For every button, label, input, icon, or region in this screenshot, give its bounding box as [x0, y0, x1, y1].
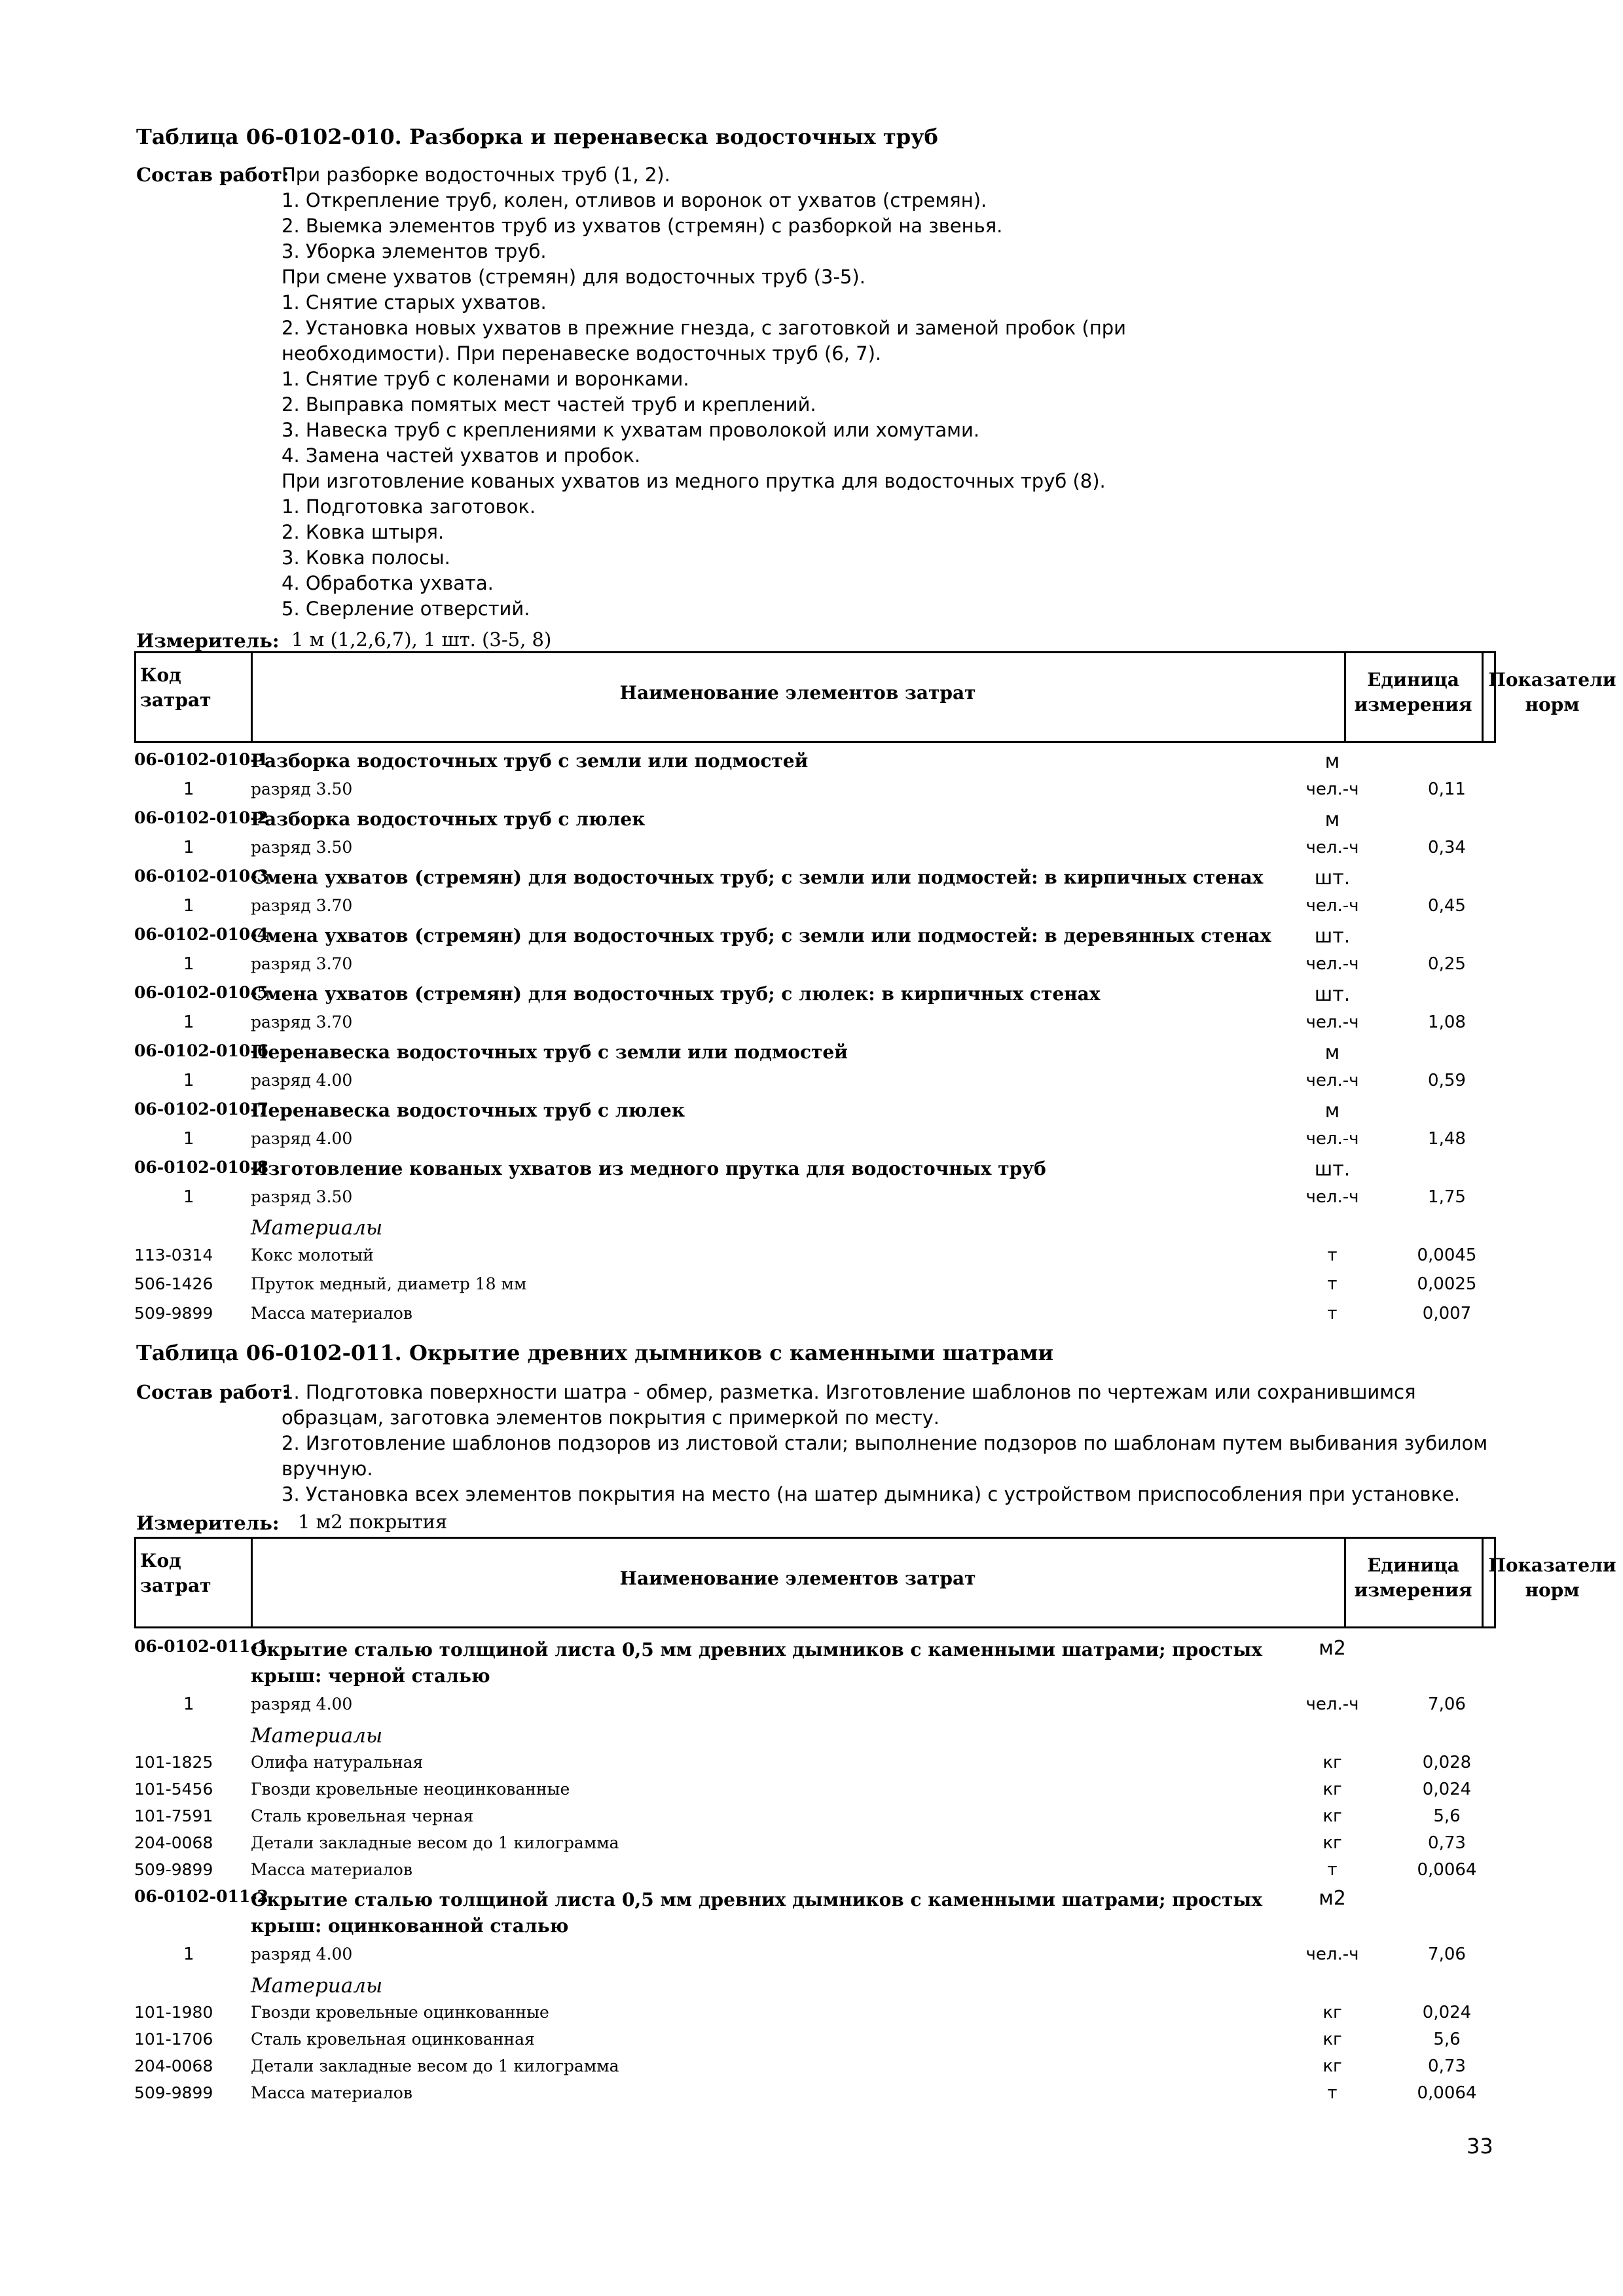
work-line: 1. Открепление труб, колен, отливов и воронок от ухватов (стремян).: [282, 189, 987, 211]
material-code: 509-9899: [134, 1860, 213, 1879]
table-row: [134, 1691, 1496, 1720]
unit-cell: т: [1327, 1860, 1338, 1880]
unit-cell: кг: [1322, 1806, 1342, 1826]
unit-cell: м: [1324, 808, 1340, 831]
work-line: 5. Сверление отверстий.: [282, 598, 530, 620]
unit-cell: чел.-ч: [1305, 1070, 1359, 1090]
norm-code-row: [134, 1633, 1496, 1691]
materials-heading: Материалы: [251, 1973, 383, 1998]
norm-value: 0,024: [1422, 2003, 1472, 2022]
table-row: [134, 1183, 1496, 1213]
resource-number: 1: [183, 895, 194, 916]
norm-value: 0,028: [1422, 1753, 1472, 1772]
material-name: Гвозди кровельные неоцинкованные: [251, 1780, 570, 1799]
table-row: [134, 776, 1496, 805]
table-row: [134, 1829, 1496, 1856]
material-name: Детали закладные весом до 1 килограмма: [251, 2056, 619, 2075]
norm-code: 06-0102-010-7: [134, 1100, 269, 1119]
work-line: 3. Навеска труб с креплениями к ухватам проволокой или хомутами.: [282, 419, 980, 441]
unit-cell: шт.: [1314, 1158, 1351, 1181]
unit-cell: чел.-ч: [1305, 1945, 1359, 1964]
material-name: Масса материалов: [251, 2083, 412, 2102]
table-row: [134, 1803, 1496, 1829]
resource-name: разряд 3.70: [251, 954, 353, 973]
work-line: 2. Выправка помятых мест частей труб и креплений.: [282, 393, 816, 416]
work-line: 1. Подготовка заготовок.: [282, 495, 536, 518]
table-row: [134, 1856, 1496, 1883]
table-row: [134, 2053, 1496, 2079]
table-row: [134, 834, 1496, 863]
header-norm: Показатели норм: [1488, 1554, 1616, 1601]
norm-value: 7,06: [1428, 1945, 1466, 1964]
table-row: [134, 1270, 1496, 1300]
header-unit: Единица измерения: [1354, 1554, 1472, 1601]
material-code: 509-9899: [134, 1303, 213, 1323]
resource-number: 1: [183, 1945, 194, 1964]
norm-name: Смена ухватов (стремян) для водосточных труб; с люлек: в кирпичных стенах: [251, 983, 1101, 1005]
work-line: При смене ухватов (стремян) для водосточных труб (3-5).: [282, 266, 866, 288]
norm-value: 1,75: [1428, 1187, 1466, 1207]
table-row: [134, 950, 1496, 980]
resource-name: разряд 4.00: [251, 1070, 353, 1090]
resource-number: 1: [183, 1070, 194, 1090]
work-line: 3. Установка всех элементов покрытия на место (на шатер дымника) с устройством приспособления при установке.: [282, 1483, 1461, 1505]
norm-code-row: [134, 979, 1496, 1009]
table2-meas-value: 1 м2 покрытия: [298, 1511, 448, 1533]
resource-number: 1: [183, 1012, 194, 1032]
material-name: Масса материалов: [251, 1860, 412, 1879]
resource-number: 1: [183, 954, 194, 974]
norm-code-row: [134, 1037, 1496, 1067]
unit-cell: чел.-ч: [1305, 895, 1359, 916]
table2-work-label: Состав работ:: [136, 1381, 289, 1403]
material-name: Олифа натуральная: [251, 1753, 424, 1772]
material-code: 509-9899: [134, 2083, 213, 2102]
work-line: необходимости). При перенавеске водосточных труб (6, 7).: [282, 342, 882, 365]
norm-name: Окрытие сталью толщиной листа 0,5 мм древних дымников с каменными шатрами; простых крыш: черной сталью: [251, 1639, 1263, 1687]
table1-work-label: Состав работ:: [136, 164, 289, 186]
material-name: Сталь кровельная оцинкованная: [251, 2030, 535, 2049]
work-line: 2. Изготовление шаблонов подзоров из листовой стали; выполнение подзоров по шаблонам путем выбивания зубилом вручную.: [282, 1432, 1488, 1480]
resource-name: разряд 4.00: [251, 1945, 353, 1964]
table-row: [134, 1776, 1496, 1803]
norm-code-row: [134, 1154, 1496, 1183]
unit-cell: т: [1327, 1274, 1338, 1294]
table-row: [134, 2026, 1496, 2053]
unit-cell: шт.: [1314, 867, 1351, 889]
work-line: При разборке водосточных труб (1, 2).: [282, 164, 670, 186]
materials-heading-row: [134, 1970, 1496, 2000]
materials-heading-row: [134, 1212, 1496, 1242]
resource-number: 1: [183, 1695, 194, 1714]
materials-heading-row: [134, 1720, 1496, 1749]
material-code: 113-0314: [134, 1245, 213, 1265]
table-row: [134, 1242, 1496, 1271]
table1-rows: [134, 746, 1496, 1329]
table-row: [134, 892, 1496, 922]
unit-cell: м: [1324, 750, 1340, 773]
norm-code: 06-0102-010-5: [134, 983, 269, 1002]
norm-value: 1,48: [1428, 1128, 1466, 1149]
unit-cell: чел.-ч: [1305, 1695, 1359, 1714]
table-row: [134, 1749, 1496, 1776]
unit-cell: чел.-ч: [1305, 1128, 1359, 1149]
norm-value: 0,0064: [1417, 2083, 1477, 2103]
norm-code-row: [134, 863, 1496, 892]
table1-meas-value: 1 м (1,2,6,7), 1 шт. (3-5, 8): [291, 628, 552, 651]
unit-cell: т: [1327, 1303, 1338, 1323]
norm-value: 5,6: [1433, 2030, 1461, 2049]
header-unit: Единица измерения: [1354, 669, 1472, 715]
unit-cell: кг: [1322, 2003, 1342, 2022]
table-row: [134, 1300, 1496, 1329]
unit-cell: кг: [1322, 1753, 1342, 1772]
norm-code: 06-0102-011-2: [134, 1887, 269, 1906]
unit-cell: чел.-ч: [1305, 1187, 1359, 1207]
unit-cell: м: [1324, 1041, 1340, 1064]
norm-name: Смена ухватов (стремян) для водосточных труб; с земли или подмостей: в деревянных стенах: [251, 925, 1271, 946]
material-code: 101-1980: [134, 2003, 213, 2022]
norm-value: 5,6: [1433, 1806, 1461, 1826]
material-code: 101-5456: [134, 1780, 213, 1799]
norm-value: 0,0064: [1417, 1860, 1477, 1880]
material-name: Пруток медный, диаметр 18 мм: [251, 1274, 527, 1293]
work-line: 3. Уборка элементов труб.: [282, 240, 547, 262]
table1-header: [134, 651, 1616, 743]
unit-cell: чел.-ч: [1305, 954, 1359, 974]
resource-number: 1: [183, 779, 194, 799]
material-code: 204-0068: [134, 1833, 213, 1852]
unit-cell: м2: [1319, 1887, 1346, 1910]
unit-cell: чел.-ч: [1305, 779, 1359, 799]
norm-value: 0,11: [1428, 779, 1466, 799]
resource-name: разряд 3.70: [251, 895, 353, 915]
table-row: [134, 1125, 1496, 1155]
norm-code: 06-0102-010-1: [134, 750, 269, 769]
work-line: При изготовление кованых ухватов из медного прутка для водосточных труб (8).: [282, 470, 1106, 492]
unit-cell: м: [1324, 1100, 1340, 1122]
work-line: 3. Ковка полосы.: [282, 547, 450, 569]
resource-number: 1: [183, 1128, 194, 1149]
resource-name: разряд 3.50: [251, 779, 353, 798]
norm-code-row: [134, 746, 1496, 776]
resource-name: разряд 3.50: [251, 837, 353, 857]
work-line: 2. Установка новых ухватов в прежние гнезда, с заготовкой и заменой пробок (при: [282, 317, 1127, 339]
norm-value: 0,73: [1428, 2056, 1466, 2076]
work-line: 1. Подготовка поверхности шатра - обмер, разметка. Изготовление шаблонов по чертежам или сохранившимся образцам, заготовка элементов покрытия с примеркой по месту.: [282, 1381, 1416, 1429]
work-line: 2. Ковка штыря.: [282, 521, 445, 543]
norm-name: Перенавеска водосточных труб с люлек: [251, 1100, 685, 1121]
norm-name: Разборка водосточных труб с земли или подмостей: [251, 750, 809, 772]
table-row: [134, 1941, 1496, 1970]
material-name: Гвозди кровельные оцинкованные: [251, 2003, 549, 2022]
norm-code-row: [134, 804, 1496, 834]
norm-value: 0,25: [1428, 954, 1466, 974]
materials-heading: Материалы: [251, 1723, 383, 1748]
norm-value: 0,0045: [1417, 1245, 1477, 1265]
work-line: 1. Снятие труб с коленами и воронками.: [282, 368, 689, 390]
materials-heading: Материалы: [251, 1216, 383, 1240]
unit-cell: кг: [1322, 2056, 1342, 2076]
table2-meas-label: Измеритель:: [136, 1512, 280, 1534]
work-line: 4. Обработка ухвата.: [282, 572, 494, 594]
unit-cell: кг: [1322, 1780, 1342, 1799]
table2-header: [134, 1537, 1616, 1628]
norm-code: 06-0102-010-4: [134, 925, 269, 944]
unit-cell: чел.-ч: [1305, 1012, 1359, 1032]
page-number: 33: [1467, 2134, 1493, 2159]
table-row: [134, 1067, 1496, 1096]
norm-value: 0,73: [1428, 1833, 1466, 1853]
material-code: 101-7591: [134, 1806, 213, 1825]
table-row: [134, 2079, 1496, 2106]
unit-cell: шт.: [1314, 983, 1351, 1006]
unit-cell: м2: [1319, 1637, 1346, 1660]
table1-title: Таблица 06-0102-010. Разборка и перенавеска водосточных труб: [136, 124, 938, 149]
table-row: [134, 1009, 1496, 1038]
norm-name: Перенавеска водосточных труб с земли или подмостей: [251, 1041, 848, 1063]
table2-title: Таблица 06-0102-011. Окрытие древних дымников с каменными шатрами: [136, 1340, 1054, 1365]
norm-code: 06-0102-010-6: [134, 1041, 269, 1060]
norm-code-row: [134, 921, 1496, 950]
resource-name: разряд 3.70: [251, 1012, 353, 1031]
norm-value: 0,0025: [1417, 1274, 1477, 1294]
unit-cell: кг: [1322, 1833, 1342, 1853]
material-name: Кокс молотый: [251, 1245, 374, 1265]
norm-name: Разборка водосточных труб с люлек: [251, 808, 646, 830]
resource-number: 1: [183, 837, 194, 857]
norm-value: 1,08: [1428, 1012, 1466, 1032]
header-code: Код затрат: [140, 664, 211, 711]
norm-code: 06-0102-010-2: [134, 808, 269, 827]
resource-name: разряд 4.00: [251, 1695, 353, 1713]
norm-value: 0,45: [1428, 895, 1466, 916]
work-line: 2. Выемка элементов труб из ухватов (стремян) с разборкой на звенья.: [282, 215, 1003, 237]
material-name: Сталь кровельная черная: [251, 1806, 474, 1825]
norm-name: Смена ухватов (стремян) для водосточных труб; с земли или подмостей: в кирпичных стенах: [251, 867, 1264, 888]
norm-code: 06-0102-010-3: [134, 867, 269, 886]
header-name: Наименование элементов затрат: [619, 682, 976, 704]
material-code: 101-1825: [134, 1753, 213, 1772]
table2-work-lines: [282, 1380, 1499, 1507]
header-norm: Показатели норм: [1488, 669, 1616, 715]
norm-code-row: [134, 1096, 1496, 1125]
resource-name: разряд 3.50: [251, 1187, 353, 1206]
unit-cell: кг: [1322, 2030, 1342, 2049]
work-line: 1. Снятие старых ухватов.: [282, 291, 547, 314]
material-code: 204-0068: [134, 2056, 213, 2075]
unit-cell: чел.-ч: [1305, 837, 1359, 857]
unit-cell: т: [1327, 2083, 1338, 2103]
material-code: 506-1426: [134, 1274, 213, 1293]
header-name: Наименование элементов затрат: [619, 1568, 976, 1589]
norm-code: 06-0102-011-1: [134, 1637, 269, 1656]
norm-value: 7,06: [1428, 1695, 1466, 1714]
work-line: 4. Замена частей ухватов и пробок.: [282, 444, 641, 467]
norm-value: 0,34: [1428, 837, 1466, 857]
norm-name: Изготовление кованых ухватов из медного прутка для водосточных труб: [251, 1158, 1046, 1179]
table2-rows: [134, 1633, 1496, 2106]
norm-value: 0,007: [1422, 1303, 1472, 1323]
table1-meas-label: Измеритель:: [136, 630, 280, 652]
material-name: Детали закладные весом до 1 килограмма: [251, 1833, 619, 1852]
norm-name: Окрытие сталью толщиной листа 0,5 мм древних дымников с каменными шатрами; простых крыш: оцинкованной сталью: [251, 1889, 1263, 1937]
unit-cell: т: [1327, 1245, 1338, 1265]
unit-cell: шт.: [1314, 925, 1351, 948]
table1-work-lines: [282, 162, 1126, 622]
norm-value: 0,024: [1422, 1780, 1472, 1799]
header-code: Код затрат: [140, 1550, 211, 1596]
table-row: [134, 1999, 1496, 2026]
resource-number: 1: [183, 1187, 194, 1207]
norm-code-row: [134, 1883, 1496, 1941]
norm-value: 0,59: [1428, 1070, 1466, 1090]
material-name: Масса материалов: [251, 1303, 412, 1323]
resource-name: разряд 4.00: [251, 1128, 353, 1148]
norm-code: 06-0102-010-8: [134, 1158, 269, 1177]
material-code: 101-1706: [134, 2030, 213, 2049]
